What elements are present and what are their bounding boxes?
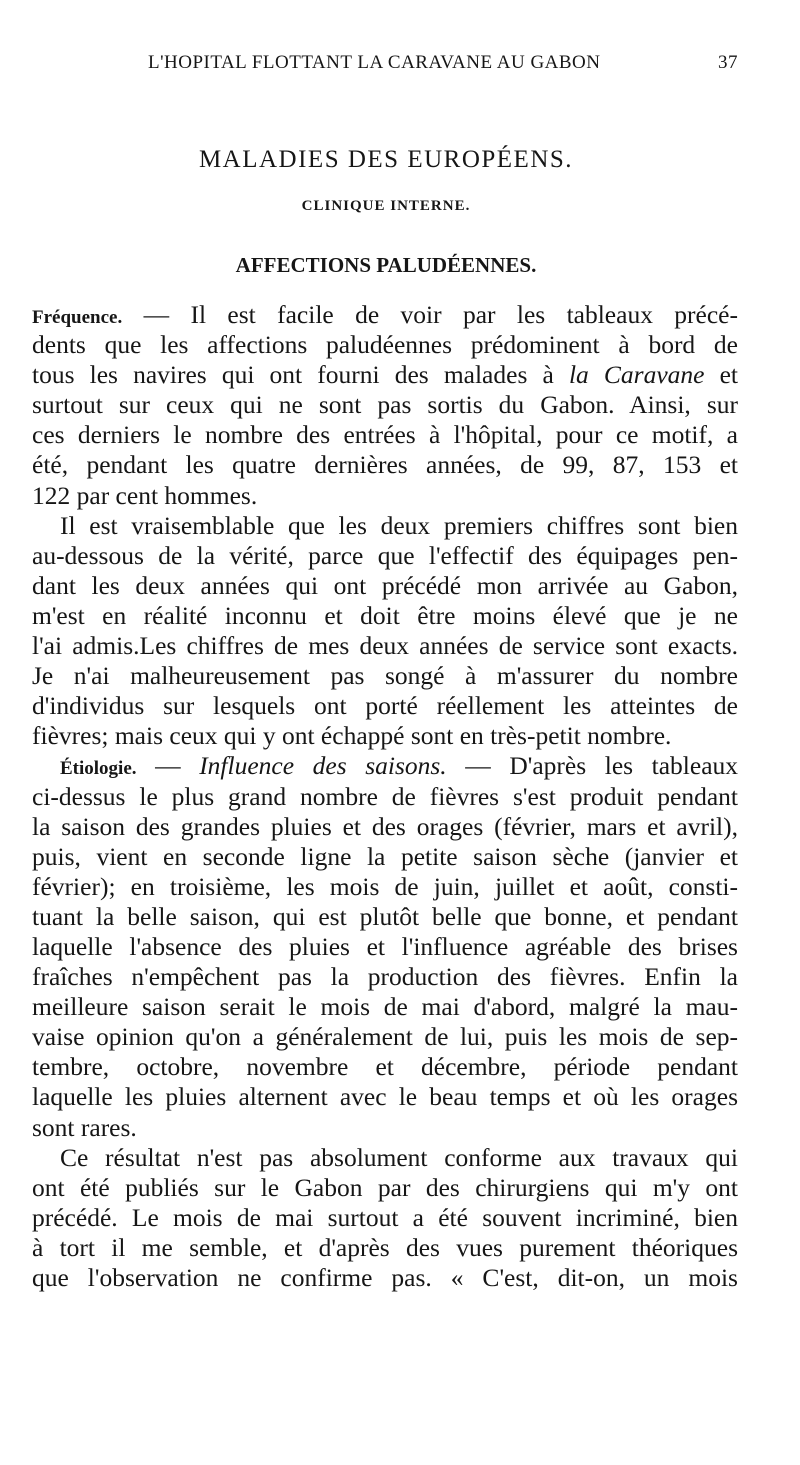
text-line: au-dessous de la vérité, parce que l'effectif des équipages pen- <box>32 540 738 570</box>
text-line: Étiologie. — Influence des saisons. — D'après les tableaux <box>60 751 738 781</box>
text-line: dents que les affections paludéennes prédominent à bord de <box>32 330 738 360</box>
text-line: m'est en réalité inconnu et doit être moins élevé que je ne <box>32 600 738 630</box>
text-line: Fréquence. — Il est facile de voir par les tableaux précé- <box>32 300 738 329</box>
text-line: la saison des grandes pluies et des orages (février, mars et avril), <box>32 811 738 841</box>
text-line: été, pendant les quatre dernières années, de 99, 87, 153 et <box>32 450 738 480</box>
text-line: laquelle l'absence des pluies et l'influence agréable des brises <box>32 931 738 961</box>
body-text <box>32 300 738 1293</box>
text-line: l'ai admis.Les chiffres de mes deux années de service sont exacts. <box>32 631 738 661</box>
text-line: Je n'ai malheureusement pas songé à m'assurer du nombre <box>32 661 738 691</box>
text-line: vaise opinion qu'on a généralement de lui, puis les mois de sep- <box>32 1022 738 1052</box>
page-number: 37 <box>718 52 738 73</box>
text-line: ces derniers le nombre des entrées à l'hôpital, pour ce motif, a <box>32 420 738 450</box>
text-line: fièvres; mais ceux qui y ont échappé sont en très-petit nombre. <box>32 721 672 751</box>
frequence-label: Fréquence. <box>32 307 123 328</box>
text-line: tembre, octobre, novembre et décembre, période pendant <box>32 1052 738 1082</box>
etiologie-topic: Influence des saisons. <box>199 751 447 781</box>
text-line: Ce résultat n'est pas absolument conforme aux travaux qui <box>60 1142 738 1172</box>
text-line: ci-dessus le plus grand nombre de fièvres s'est produit pendant <box>32 781 738 811</box>
etiologie-label: Étiologie. <box>60 758 137 780</box>
text-line: fraîches n'empêchent pas la production des fièvres. Enfin la <box>32 962 738 992</box>
text-line: tuant la belle saison, qui est plutôt belle que bonne, et pendant <box>32 901 738 931</box>
running-title: L'HOPITAL FLOTTANT LA CARAVANE AU GABON <box>148 52 601 73</box>
text-line: dant les deux années qui ont précédé mon arrivée au Gabon, <box>32 570 738 600</box>
text-line: laquelle les pluies alternent avec le beau temps et où les orages <box>32 1082 738 1112</box>
ship-name: la Caravane <box>568 360 705 390</box>
text-line: sont rares. <box>32 1112 137 1142</box>
section-heading: AFFECTIONS PALUDÉENNES. <box>235 253 537 277</box>
chapter-title: MALADIES DES EUROPÉENS. <box>198 146 574 173</box>
text-line: d'individus sur lesquels ont porté réellement les atteintes de <box>32 691 738 721</box>
text-line: précédé. Le mois de mai surtout a été souvent incriminé, bien <box>32 1202 738 1232</box>
section-subtitle: CLINIQUE INTERNE. <box>301 198 471 214</box>
text-line: que l'observation ne confirme pas. « C'est, dit-on, un mois <box>32 1263 738 1292</box>
text-line: 122 par cent hommes. <box>32 480 258 510</box>
text-line: surtout sur ceux qui ne sont pas sortis du Gabon. Ainsi, sur <box>32 390 738 420</box>
text-line: Il est vraisemblable que les deux premiers chiffres sont bien <box>60 510 738 540</box>
text-line: février); en troisième, les mois de juin, juillet et août, consti- <box>32 871 738 901</box>
text-line: meilleure saison serait le mois de mai d'abord, malgré la mau- <box>32 992 738 1022</box>
text-line: tous les navires qui ont fourni des malades à la Caravane et <box>32 360 738 390</box>
text-line: puis, vient en seconde ligne la petite saison sèche (janvier et <box>32 841 738 871</box>
text-line: à tort il me semble, et d'après des vues purement théoriques <box>32 1232 738 1262</box>
text-line: ont été publiés sur le Gabon par des chirurgiens qui m'y ont <box>32 1172 738 1202</box>
